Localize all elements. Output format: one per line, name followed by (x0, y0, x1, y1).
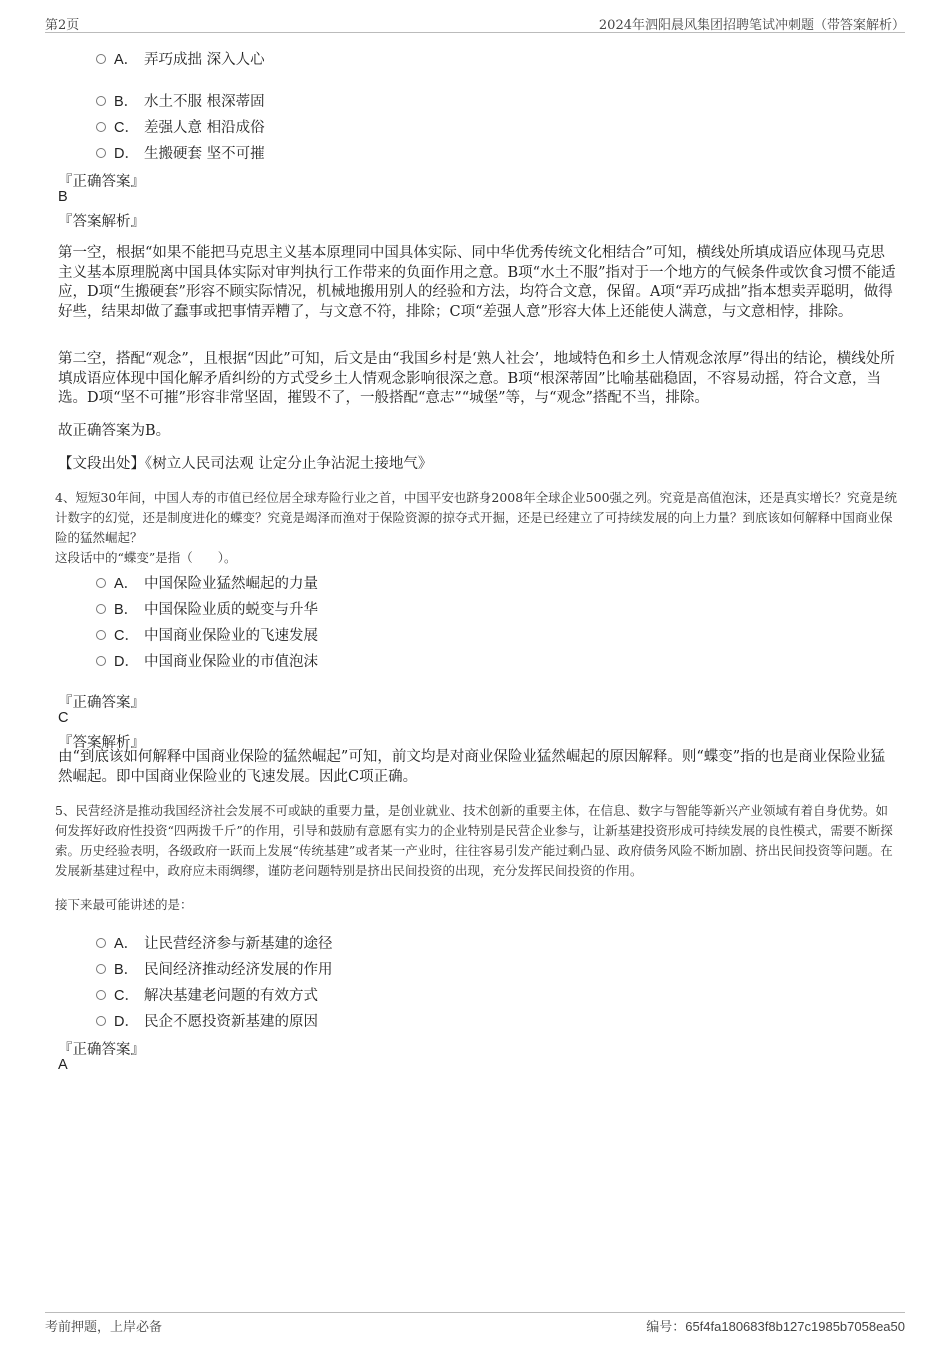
option-text: 解决基建老问题的有效方式 (144, 988, 318, 1004)
radio-icon[interactable] (96, 1016, 106, 1026)
q4-analysis-label: 『答案解析』 (58, 735, 145, 751)
q4-option-b[interactable] (96, 598, 318, 618)
radio-icon[interactable] (96, 630, 106, 640)
q5-option-a[interactable] (96, 932, 333, 952)
radio-icon[interactable] (96, 656, 106, 666)
q3-source: 【文段出处】《树立人民司法观 让定分止争沾泥土接地气》 (58, 456, 433, 472)
q5-answer-label: 『正确答案』 (58, 1042, 145, 1058)
q5-option-b[interactable] (96, 958, 333, 978)
q5-option-c[interactable] (96, 984, 318, 1004)
radio-icon[interactable] (96, 96, 106, 106)
option-text: 生搬硬套 坚不可摧 (144, 146, 265, 162)
q5-answer: A (58, 1057, 68, 1073)
q4-option-c[interactable] (96, 624, 318, 644)
q3-answer: B (58, 189, 68, 205)
page-header (45, 12, 905, 33)
radio-icon[interactable] (96, 122, 106, 132)
option-letter: C． (114, 988, 139, 1004)
q5-prompt: 接下来最可能讲述的是： (55, 897, 193, 912)
option-letter: A． (114, 52, 139, 68)
option-text: 中国商业保险业的飞速发展 (144, 628, 318, 644)
q3-analysis-paragraph-2: 第二空，搭配“观念”，且根据“因此”可知，后文是由“我国乡村是‘熟人社会’，地域特色和乡土人情观念浓厚”得出的结论，横线处所填成语应体现中国化解矛盾纠纷的方式受乡土人情观念影响很深之意。B项“根深蒂固”比喻基础稳固，不容易动摇，符合文意，当选。D项“坚不可摧”形容非常坚固，摧毁不了，一般搭配“意志”“城堡”等，与“观念”搭配不当，排除。 (58, 351, 895, 406)
q3-answer-label: 『正确答案』 (58, 174, 145, 190)
option-text: 水土不服 根深蒂固 (144, 94, 265, 110)
q5-option-d[interactable] (96, 1010, 318, 1030)
q3-analysis-label: 『答案解析』 (58, 214, 145, 230)
option-letter: D． (114, 1014, 139, 1030)
footer-slogan: 考前押题，上岸必备 (45, 1320, 163, 1335)
option-letter: B． (114, 962, 139, 978)
option-letter: B． (114, 602, 139, 618)
radio-icon[interactable] (96, 938, 106, 948)
option-text: 民企不愿投资新基建的原因 (144, 1014, 318, 1030)
page-footer (45, 1312, 905, 1333)
option-text: 差强人意 相沿成俗 (144, 120, 265, 136)
radio-icon[interactable] (96, 964, 106, 974)
q4-option-a[interactable] (96, 572, 318, 592)
option-letter: D． (114, 654, 139, 670)
q3-option-b[interactable] (96, 90, 265, 110)
option-text: 弄巧成拙 深入人心 (144, 52, 265, 68)
option-letter: B． (114, 94, 139, 110)
option-text: 中国商业保险业的市值泡沫 (144, 654, 318, 670)
option-letter: C． (114, 628, 139, 644)
option-text: 让民营经济参与新基建的途径 (144, 936, 333, 952)
q4-stem: 4、短短30年间，中国人寿的市值已经位居全球寿险行业之首，中国平安也跻身2008年全球企业500强之列。究竟是高值泡沫，还是真实增长？究竟是统计数字的幻觉，还是制度进化的蝶变？究竟是竭泽而渔对于保险资源的掠夺式开掘，还是已经建立了可持续发展的向上力量？到底该如何解释中国商业保险的猛然崛起？ (55, 490, 898, 545)
option-letter: C． (114, 120, 139, 136)
option-text: 民间经济推动经济发展的作用 (144, 962, 333, 978)
option-letter: D． (114, 146, 139, 162)
option-text: 中国保险业猛然崛起的力量 (144, 576, 318, 592)
page-number: 第2页 (45, 18, 80, 33)
radio-icon[interactable] (96, 604, 106, 614)
q4-answer-label: 『正确答案』 (58, 695, 145, 711)
q3-analysis-paragraph-1: 第一空，根据“如果不能把马克思主义基本原理同中国具体实际、同中华优秀传统文化相结合”可知，横线处所填成语应体现马克思主义基本原理脱离中国具体实际对审判执行工作带来的负面作用之意。B项“水土不服”指对于一个地方的气候条件或饮食习惯不能适应，D项“生搬硬套”形容不顾实际情况，机械地搬用别人的经验和方法，均符合文意，保留。A项“弄巧成拙”指本想卖弄聪明，做得好些，结果却做了蠢事或把事情弄糟了，与文意不符，排除；C项“差强人意”形容大体上还能使人满意，与文意相悖，排除。 (58, 245, 896, 320)
q3-conclusion: 故正确答案为B。 (58, 423, 171, 439)
radio-icon[interactable] (96, 578, 106, 588)
option-letter: A． (114, 936, 139, 952)
q3-option-c[interactable] (96, 116, 265, 136)
q3-option-a[interactable] (96, 48, 265, 68)
document-code: 编号：65f4fa180683f8b127c1985b7058ea50 (646, 1319, 905, 1334)
q4-answer: C (58, 710, 69, 726)
document-title: 2024年泗阳晨风集团招聘笔试冲刺题（带答案解析） (598, 18, 905, 33)
option-letter: A． (114, 576, 139, 592)
q5-stem: 5、民营经济是推动我国经济社会发展不可或缺的重要力量，是创业就业、技术创新的重要主体，在信息、数字与智能等新兴产业领域有着自身优势。如何发挥好政府性投资“四两拨千斤”的作用，引导和鼓励有意愿有实力的企业特别是民营企业参与，让新基建投资形成可持续发展的良性模式，需要不断探索。历史经验表明，各级政府一跃而上发展“传统基建”或者某一产业时，往往容易引发产能过剩凸显、政府债务风险不断加剧、挤出民间投资等问题。在发展新基建过程中，政府应未雨绸缪，谨防老问题特别是挤出民间投资的出现，充分发挥民间投资的作用。 (55, 803, 893, 878)
option-text: 中国保险业质的蜕变与升华 (144, 602, 318, 618)
q4-prompt: 这段话中的“蝶变”是指（ ）。 (55, 550, 237, 565)
radio-icon[interactable] (96, 990, 106, 1000)
radio-icon[interactable] (96, 54, 106, 64)
q4-option-d[interactable] (96, 650, 318, 670)
q3-option-d[interactable] (96, 142, 265, 162)
radio-icon[interactable] (96, 148, 106, 158)
q4-analysis: 由“到底该如何解释中国商业保险的猛然崛起”可知，前文均是对商业保险业猛然崛起的原因解释。则“蝶变”指的也是商业保险业猛然崛起。即中国商业保险业的飞速发展。因此C项正确。 (58, 749, 886, 785)
